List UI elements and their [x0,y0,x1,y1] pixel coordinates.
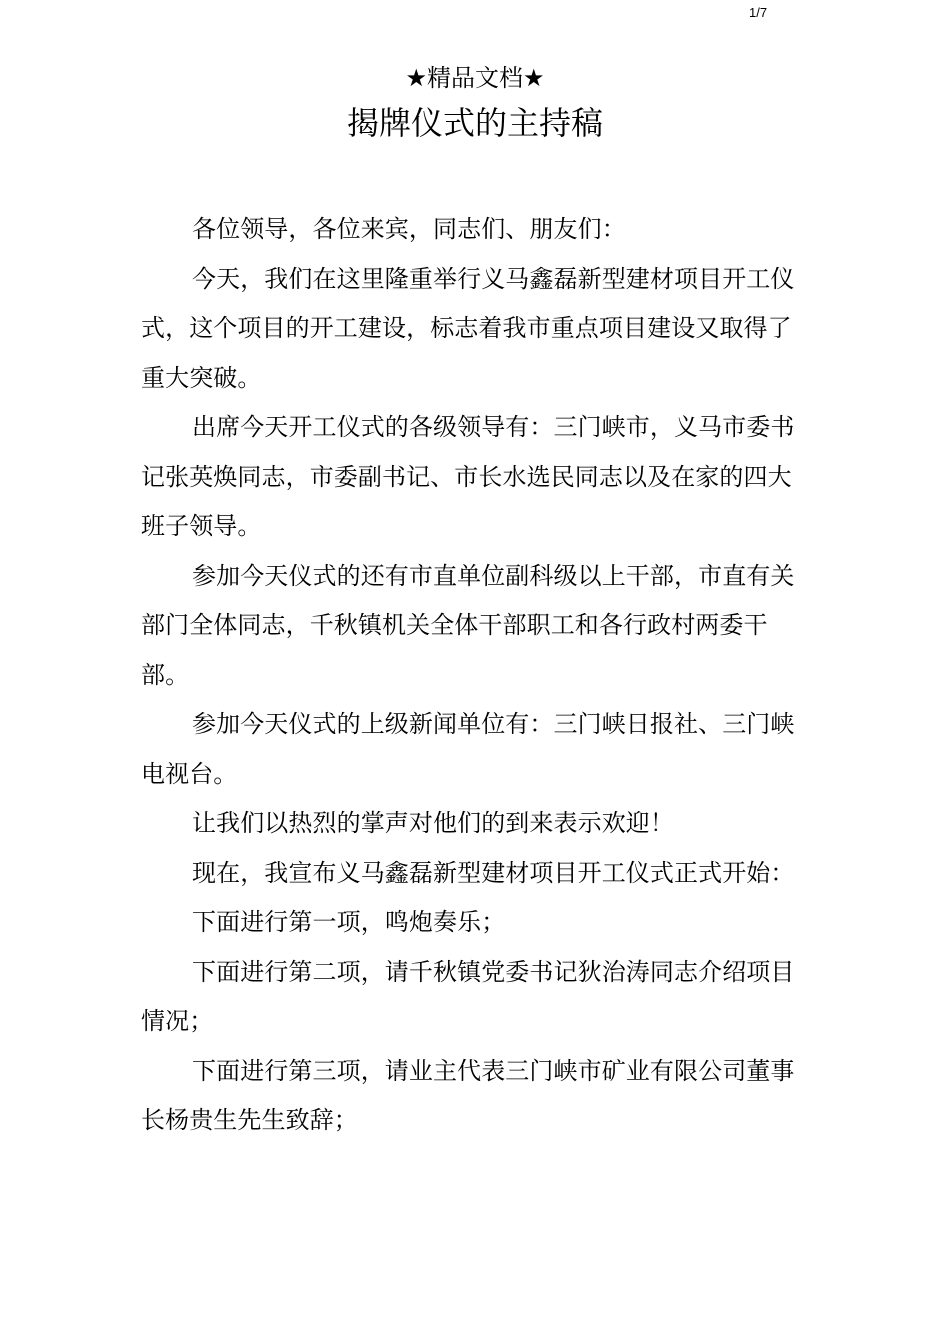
paragraph-attending-leaders: 出席今天开工仪式的各级领导有：三门峡市，义马市委书记张英焕同志，市委副书记、市长水选民同志以及在家的四大班子领导。 [141,413,795,540]
page-number: 1/7 [749,5,768,20]
paragraph-welcome: 让我们以热烈的掌声对他们的到来表示欢迎！ [192,809,674,837]
paragraph-item-1: 下面进行第一项，鸣炮奏乐； [192,908,506,936]
paragraph-item-2: 下面进行第二项，请千秋镇党委书记狄治涛同志介绍项目情况； [141,957,795,1035]
paragraph-news-units: 参加今天仪式的上级新闻单位有：三门峡日报社、三门峡电视台。 [141,710,795,788]
paragraph-item-3: 下面进行第三项，请业主代表三门峡市矿业有限公司董事长杨贵生先生致辞； [141,1056,795,1134]
document-title: 揭牌仪式的主持稿 [346,104,603,142]
paragraph-greeting: 各位领导，各位来宾，同志们、朋友们： [192,215,626,243]
paragraph-announcement: 现在，我宣布义马鑫磊新型建材项目开工仪式正式开始： [192,858,795,887]
paragraph-opening: 今天，我们在这里隆重举行义马鑫磊新型建材项目开工仪式，这个项目的开工建设，标志着我市重点项目建设又取得了重大突破。 [141,264,795,392]
paragraph-attending-units: 参加今天仪式的还有市直单位副科级以上干部，市直有关部门全体同志，千秋镇机关全体干部职工和各行政村两委干部。 [141,561,795,689]
document-body [141,205,811,1146]
header-banner: ★精品文档★ [405,64,545,92]
